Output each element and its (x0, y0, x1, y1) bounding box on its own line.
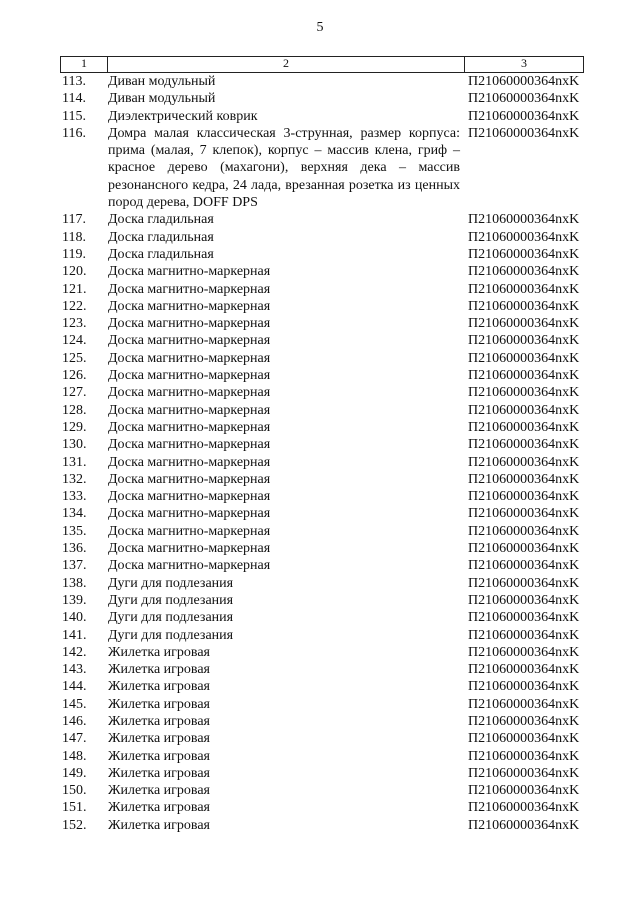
row-number: 113. (62, 74, 86, 89)
item-code: П21060000364nxK (468, 800, 580, 816)
item-code: П21060000364nxK (468, 125, 580, 141)
item-name: Дуги для подлезания (108, 627, 234, 643)
item-name: Доска магнитно-маркерная (108, 419, 271, 435)
item-name: Диван модульный (108, 91, 216, 107)
item-name: Доска магнитно-маркерная (108, 298, 271, 314)
table-row (60, 782, 584, 799)
item-name: Диэлектрический коврик (108, 108, 258, 124)
row-number: 147. (62, 731, 87, 747)
item-name: Доска магнитно-маркерная (108, 489, 271, 505)
table-row (60, 817, 584, 834)
item-name: Доска гладильная (108, 246, 214, 262)
item-name: Жилетка игровая (108, 817, 210, 833)
table-row (60, 350, 584, 367)
table-row (60, 678, 584, 695)
table-row (60, 540, 584, 557)
item-name: Жилетка игровая (108, 644, 210, 660)
item-code: П21060000364nxK (468, 627, 580, 643)
table-row (60, 609, 584, 626)
row-number: 117. (62, 212, 86, 228)
item-name: Доска магнитно-маркерная (108, 523, 271, 539)
row-number: 129. (62, 419, 87, 435)
table-row (60, 73, 584, 90)
table-header (60, 56, 584, 73)
table-row (60, 592, 584, 609)
table-row (60, 557, 584, 574)
header-col-2: 2 (283, 56, 289, 70)
item-name: Доска гладильная (108, 212, 214, 228)
item-name: Доска магнитно-маркерная (108, 316, 271, 332)
row-number: 145. (62, 696, 87, 712)
row-number: 141. (62, 627, 87, 643)
row-number: 150. (62, 783, 87, 799)
item-name: Жилетка игровая (108, 765, 210, 781)
table-row (60, 419, 584, 436)
item-name: Жилетка игровая (108, 800, 210, 816)
table-row (60, 281, 584, 298)
item-code: П21060000364nxK (468, 91, 580, 107)
table-row (60, 90, 584, 107)
item-code: П21060000364nxK (468, 713, 580, 729)
page-number: 5 (316, 20, 324, 35)
item-code: П21060000364nxK (468, 333, 580, 349)
table-row (60, 748, 584, 765)
item-code: П21060000364nxK (468, 246, 580, 262)
table-row (60, 367, 584, 384)
item-code: П21060000364nxK (468, 350, 580, 366)
item-name: Жилетка игровая (108, 713, 210, 729)
item-code: П21060000364nxK (468, 419, 580, 435)
table-row (60, 211, 584, 228)
item-code: П21060000364nxK (468, 74, 580, 89)
table-row (60, 402, 584, 419)
item-code: П21060000364nxK (468, 541, 580, 557)
item-code: П21060000364nxK (468, 489, 580, 505)
row-number: 127. (62, 385, 87, 401)
row-number: 152. (62, 817, 87, 833)
item-code: П21060000364nxK (468, 592, 580, 608)
item-name: Доска магнитно-маркерная (108, 385, 271, 401)
row-number: 126. (62, 368, 87, 384)
item-name: Дуги для подлезания (108, 610, 234, 626)
item-code: П21060000364nxK (468, 679, 580, 695)
item-name: Доска магнитно-маркерная (108, 471, 271, 487)
table-body (60, 73, 584, 834)
row-number: 114. (62, 91, 86, 107)
table-row (60, 263, 584, 280)
item-code: П21060000364nxK (468, 108, 580, 124)
item-name: Доска магнитно-маркерная (108, 281, 271, 297)
item-code: П21060000364nxK (468, 229, 580, 245)
row-number: 146. (62, 713, 87, 729)
row-number: 144. (62, 679, 87, 695)
table-row (60, 799, 584, 816)
row-number: 115. (62, 108, 86, 124)
row-number: 143. (62, 662, 87, 678)
item-name: Доска магнитно-маркерная (108, 368, 271, 384)
row-number: 149. (62, 765, 87, 781)
item-name: Доска магнитно-маркерная (108, 454, 271, 470)
item-code: П21060000364nxK (468, 765, 580, 781)
table-row (60, 315, 584, 332)
row-number: 131. (62, 454, 87, 470)
item-name: Жилетка игровая (108, 662, 210, 678)
item-code: П21060000364nxK (468, 298, 580, 314)
item-code: П21060000364nxK (468, 731, 580, 747)
table-row (60, 125, 584, 211)
item-code: П21060000364nxK (468, 454, 580, 470)
item-code: П21060000364nxK (468, 385, 580, 401)
item-code: П21060000364nxK (468, 402, 580, 418)
item-code: П21060000364nxK (468, 368, 580, 384)
item-name: Доска магнитно-маркерная (108, 437, 271, 453)
table-row (60, 575, 584, 592)
row-number: 122. (62, 298, 87, 314)
row-number: 148. (62, 748, 87, 764)
header-col-1: 1 (60, 57, 108, 72)
table-row (60, 627, 584, 644)
item-name: Жилетка игровая (108, 748, 210, 764)
row-number: 134. (62, 506, 87, 522)
table-row (60, 730, 584, 747)
items-table (60, 56, 584, 834)
row-number: 124. (62, 333, 87, 349)
item-name: Диван модульный (108, 74, 216, 89)
item-code: П21060000364nxK (468, 212, 580, 228)
table-row (60, 644, 584, 661)
row-number: 151. (62, 800, 87, 816)
item-code: П21060000364nxK (468, 662, 580, 678)
table-row (60, 229, 584, 246)
row-number: 135. (62, 523, 87, 539)
table-row (60, 298, 584, 315)
table-row (60, 454, 584, 471)
item-name: Доска магнитно-маркерная (108, 402, 271, 418)
item-code: П21060000364nxK (468, 558, 580, 574)
table-row (60, 436, 584, 453)
row-number: 140. (62, 610, 87, 626)
header-col-3: 3 (464, 57, 584, 72)
item-name: Доска магнитно-маркерная (108, 506, 271, 522)
item-name: Доска магнитно-маркерная (108, 333, 271, 349)
row-number: 128. (62, 402, 87, 418)
row-number: 116. (62, 125, 86, 141)
row-number: 120. (62, 264, 87, 280)
table-row (60, 661, 584, 678)
item-code: П21060000364nxK (468, 523, 580, 539)
item-name: Дуги для подлезания (108, 592, 234, 608)
row-number: 121. (62, 281, 87, 297)
item-name: Доска магнитно-маркерная (108, 264, 271, 280)
table-row (60, 523, 584, 540)
row-number: 118. (62, 229, 86, 245)
item-code: П21060000364nxK (468, 316, 580, 332)
table-row (60, 108, 584, 125)
row-number: 136. (62, 541, 87, 557)
table-row (60, 765, 584, 782)
table-row (60, 384, 584, 401)
row-number: 142. (62, 644, 87, 660)
table-row (60, 505, 584, 522)
item-code: П21060000364nxK (468, 264, 580, 280)
item-code: П21060000364nxK (468, 610, 580, 626)
table-row (60, 471, 584, 488)
item-code: П21060000364nxK (468, 748, 580, 764)
row-number: 138. (62, 575, 87, 591)
item-code: П21060000364nxK (468, 575, 580, 591)
table-row (60, 696, 584, 713)
item-name: Доска магнитно-маркерная (108, 541, 271, 557)
table-row (60, 488, 584, 505)
item-name: Доска гладильная (108, 229, 214, 245)
row-number: 139. (62, 592, 87, 608)
item-name: Домра малая классическая 3-струнная, размер корпуса: прима (малая, 7 клепок), корпус – массив клена, гриф – красное дерево (махагони), верхняя дека – массив резонансного кедра, 24 лада, врезанная розетка из ценных пород дерева, DOFF DPS (108, 125, 460, 211)
row-number: 119. (62, 246, 86, 262)
item-name: Жилетка игровая (108, 783, 210, 799)
item-code: П21060000364nxK (468, 437, 580, 453)
row-number: 133. (62, 489, 87, 505)
item-name: Жилетка игровая (108, 731, 210, 747)
row-number: 130. (62, 437, 87, 453)
item-code: П21060000364nxK (468, 471, 580, 487)
row-number: 125. (62, 350, 87, 366)
table-row (60, 713, 584, 730)
row-number: 132. (62, 471, 87, 487)
item-name: Дуги для подлезания (108, 575, 234, 591)
item-code: П21060000364nxK (468, 817, 580, 833)
item-name: Доска магнитно-маркерная (108, 350, 271, 366)
table-row (60, 332, 584, 349)
item-name: Доска магнитно-маркерная (108, 558, 271, 574)
item-code: П21060000364nxK (468, 644, 580, 660)
item-name: Жилетка игровая (108, 679, 210, 695)
item-code: П21060000364nxK (468, 696, 580, 712)
item-code: П21060000364nxK (468, 783, 580, 799)
table-row (60, 246, 584, 263)
item-name: Жилетка игровая (108, 696, 210, 712)
item-code: П21060000364nxK (468, 281, 580, 297)
row-number: 137. (62, 558, 87, 574)
row-number: 123. (62, 316, 87, 332)
item-code: П21060000364nxK (468, 506, 580, 522)
